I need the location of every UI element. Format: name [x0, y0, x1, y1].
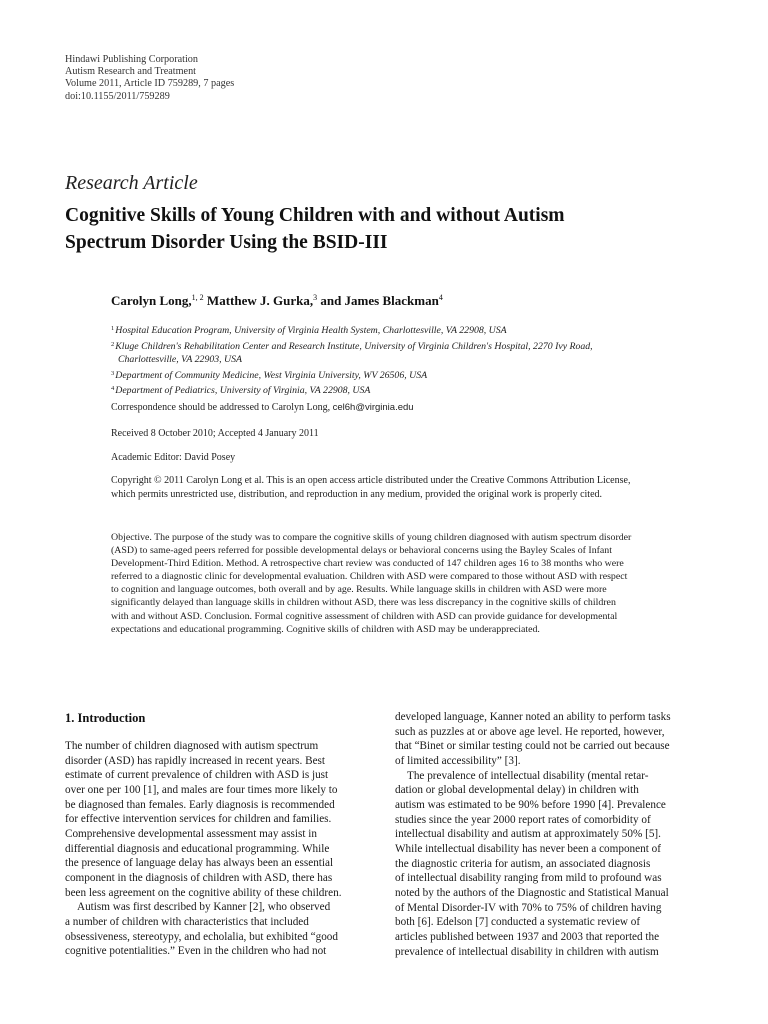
body-line: the presence of language delay has always been an essential [65, 857, 334, 870]
body-line: of intellectual disability ranging from mild to profound was [395, 872, 662, 885]
author-affiliation-marker: 4 [438, 293, 443, 302]
volume-line: Volume 2011, Article ID 759289, 7 pages [65, 78, 235, 90]
affiliation-text: Charlottesville, VA 22903, USA [118, 354, 242, 366]
body-line: that “Binet or similar testing could not be carried out because [395, 740, 670, 753]
body-line: Comprehensive developmental assessment may assist in [65, 827, 317, 840]
body-column-right [395, 710, 701, 959]
body-line: articles published between 1937 and 2003 that reported the [395, 930, 660, 943]
copyright-notice [111, 474, 716, 501]
affiliation-text: Department of Community Medicine, West Virginia University, WV 26506, USA [115, 369, 428, 381]
affiliation-item [111, 382, 671, 398]
author-affiliation-marker: 1, 2 [191, 293, 204, 302]
correspondence-email-link[interactable]: cel6h@virginia.edu [332, 402, 414, 413]
affiliation-marker: 3 [111, 369, 115, 377]
body-line: for effective intervention services for children and families. [65, 813, 332, 826]
body-line: obsessiveness, stereotypy, and echolalia, but exhibited “good [65, 930, 338, 943]
article-type: Research Article [65, 172, 198, 194]
affiliation-text: Hospital Education Program, University of Virginia Health System, Charlottesville, VA 22908, USA [115, 325, 507, 336]
affiliation-text: Department of Pediatrics, University of Virginia, VA 22908, USA [115, 385, 371, 397]
title-line: Cognitive Skills of Young Children with and without Autism [65, 205, 565, 226]
affiliation-marker: 2 [111, 340, 115, 348]
copyright-line: Copyright © 2011 Carolyn Long et al. This is an open access article distributed under the Creative Commons Attribution License, [111, 475, 631, 486]
author-list [111, 293, 443, 309]
body-line: disorder (ASD) has rapidly increased in recent years. Best [65, 754, 326, 767]
title-line: Spectrum Disorder Using the BSID-III [65, 232, 388, 253]
body-line: over one per 100 [1], and males are four times more likely to [65, 783, 338, 796]
body-line: The prevalence of intellectual disability (mental retar- [407, 769, 649, 782]
section-heading: 1. Introduction [65, 711, 146, 725]
body-line: intellectual disability and autism at approximately 50% [5]. [395, 828, 661, 841]
publisher-line: Hindawi Publishing Corporation [65, 54, 198, 65]
body-line: developed language, Kanner noted an ability to perform tasks [395, 711, 671, 723]
doi-line: doi:10.1155/2011/759289 [65, 90, 170, 102]
body-line: estimate of current prevalence of children with ASD is just [65, 769, 329, 782]
correspondence-line [111, 402, 414, 413]
affiliation-marker: 1 [111, 325, 115, 332]
abstract-line: with and without ASD. Conclusion. Formal cognitive assessment of children with ASD can provide guidance for developmental [111, 610, 618, 622]
body-line: both [6]. Edelson [7] conducted a systematic review of [395, 916, 641, 929]
author-name: Carolyn Long, [111, 293, 192, 308]
correspondence-text: Correspondence should be addressed to Carolyn Long, [111, 402, 333, 413]
affiliation-text: Kluge Children's Rehabilitation Center and Research Institute, University of Virginia Children's Hospital, 2270 Ivy Road, [115, 340, 593, 352]
body-line: differential diagnosis and educational programming. While [65, 842, 330, 855]
body-line: been less agreement on the cognitive ability of these children. [65, 886, 342, 899]
academic-editor: Academic Editor: David Posey [111, 452, 236, 463]
body-line: of Mental Disorder-IV with 70% to 75% of children having [395, 901, 662, 914]
author-name: and James Blackman [320, 293, 439, 308]
abstract-line: Objective. The purpose of the study was to compare the cognitive skills of young children diagnosed with autism spectrum disorder [111, 532, 632, 543]
abstract-line: Development-Third Edition. Method. A retrospective chart review was conducted of 147 children ages 16 to 38 months who were [111, 558, 624, 570]
author-affiliation-marker: 3 [313, 293, 318, 302]
copyright-line: which permits unrestricted use, distribution, and reproduction in any medium, provided the original work is properly cited. [111, 488, 603, 500]
body-column-left [65, 739, 371, 959]
affiliation-item [111, 367, 671, 383]
body-line: Autism was first described by Kanner [2], who observed [77, 901, 331, 914]
affiliations [111, 322, 671, 398]
abstract [111, 531, 716, 636]
body-line: studies since the year 2000 report rates of comorbidity of [395, 813, 651, 826]
affiliation-marker: 4 [111, 385, 115, 393]
body-line: The number of children diagnosed with autism spectrum [65, 740, 319, 752]
affiliation-item [111, 338, 671, 354]
author-name: Matthew J. Gurka, [206, 293, 314, 308]
abstract-line: (ASD) to same-aged peers referred for possible developmental delays or behavioral concerns using the Bayley Scales of Infant [111, 545, 612, 557]
abstract-line: expectations and educational programming. Cognitive skills of children with ASD may be underappreciated. [111, 623, 540, 635]
body-line: of limited accessibility” [3]. [395, 754, 521, 767]
body-line: prevalence of intellectual disability in children with autism [395, 945, 659, 958]
affiliation-item [111, 353, 671, 367]
body-line: the diagnostic criteria for autism, an associated diagnosis [395, 857, 651, 870]
body-line: cognitive potentialities.” Even in the children who had not [65, 945, 327, 958]
abstract-line: significantly delayed than language skills in children without ASD, there was less discrepancy in the cognitive skills of children [111, 597, 616, 609]
body-line: be diagnosed than females. Early diagnosis is recommended [65, 798, 335, 811]
body-line: noted by the authors of the Diagnostic and Statistical Manual [395, 886, 669, 899]
abstract-line: to cognition and language outcomes, both overall and by age. Results. While language skills in children with ASD were more [111, 584, 607, 596]
body-line: While intellectual disability has never been a component of [395, 842, 661, 855]
journal-info [65, 54, 234, 103]
body-line: a number of children with characteristics that included [65, 915, 309, 928]
body-line: such as puzzles at or above age level. He reported, however, [395, 725, 665, 738]
abstract-line: referred to a diagnostic clinic for developmental evaluation. Children with ASD were compared to those without ASD with respect [111, 571, 628, 583]
journal-name-line: Autism Research and Treatment [65, 66, 196, 78]
affiliation-item [111, 322, 671, 338]
received-accepted-dates: Received 8 October 2010; Accepted 4 January 2011 [111, 428, 319, 439]
body-line: component in the diagnosis of children with ASD, there has [65, 871, 333, 884]
body-line: dation or global developmental delay) in children with [395, 784, 639, 797]
body-line: autism was estimated to be 90% before 1990 [4]. Prevalence [395, 798, 666, 811]
article-title [65, 202, 715, 256]
